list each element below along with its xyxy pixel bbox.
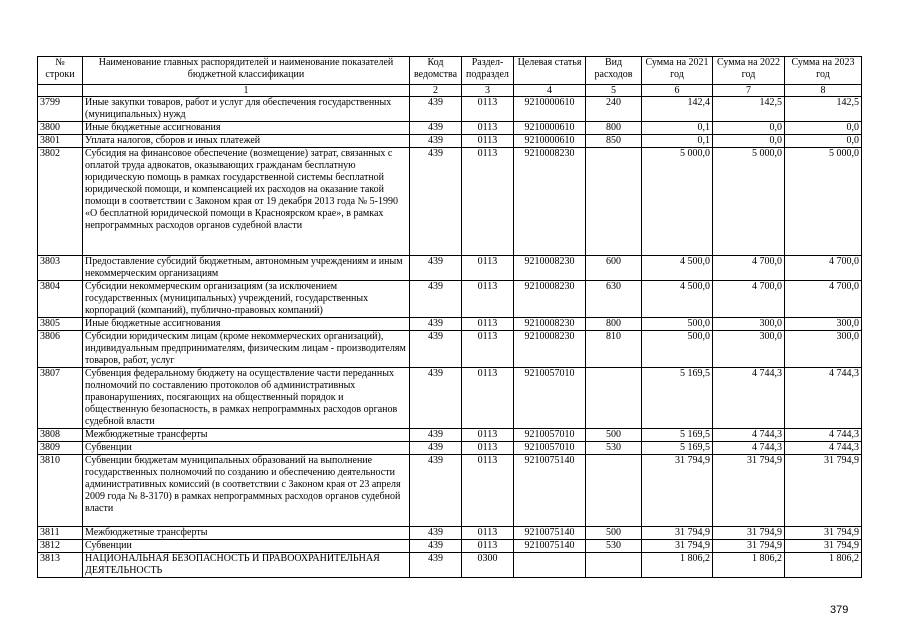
- table-row: [38, 429, 862, 442]
- row-dept-cell: 439: [410, 281, 462, 318]
- row-section-cell: 0113: [462, 368, 514, 429]
- row-sum-2023-cell: 5 000,0: [785, 148, 862, 256]
- row-sum-2022-cell: 31 794,9: [713, 455, 785, 527]
- row-sum-2022-cell: 300,0: [713, 318, 785, 331]
- row-dept-cell: 439: [410, 148, 462, 256]
- row-name-cell: Межбюджетные трансферты: [83, 429, 410, 442]
- row-number-cell: 3805: [38, 318, 83, 331]
- row-sum-2021-cell: 5 000,0: [642, 148, 713, 256]
- row-section-cell: 0113: [462, 429, 514, 442]
- row-section-cell: 0113: [462, 135, 514, 148]
- row-sum-2022-cell: 5 000,0: [713, 148, 785, 256]
- row-sum-2021-cell: 31 794,9: [642, 527, 713, 540]
- row-dept-cell: 439: [410, 442, 462, 455]
- row-sum-2021-cell: 31 794,9: [642, 540, 713, 553]
- row-sum-2023-cell: 4 744,3: [785, 442, 862, 455]
- row-target-cell: 9210008230: [514, 281, 586, 318]
- row-sum-2021-cell: 4 500,0: [642, 281, 713, 318]
- table-body: [38, 97, 862, 578]
- row-section-cell: 0113: [462, 331, 514, 368]
- row-kind-cell: [586, 455, 642, 527]
- column-index-cell: 6: [642, 85, 713, 97]
- row-kind-cell: 240: [586, 97, 642, 122]
- column-index-row: [38, 85, 862, 97]
- header-dept: Код ведомства: [410, 57, 462, 85]
- row-kind-cell: 810: [586, 331, 642, 368]
- row-number-cell: 3808: [38, 429, 83, 442]
- row-sum-2022-cell: 4 700,0: [713, 281, 785, 318]
- header-kind: Вид расходов: [586, 57, 642, 85]
- row-name-cell: Предоставление субсидий бюджетным, автономным учреждениям и иным некоммерческим организациям: [83, 256, 410, 281]
- row-sum-2022-cell: 142,5: [713, 97, 785, 122]
- row-sum-2023-cell: 300,0: [785, 331, 862, 368]
- table-row: [38, 256, 862, 281]
- row-sum-2021-cell: 5 169,5: [642, 442, 713, 455]
- row-section-cell: 0113: [462, 97, 514, 122]
- table-row: [38, 442, 862, 455]
- row-target-cell: 9210075140: [514, 455, 586, 527]
- row-sum-2021-cell: 5 169,5: [642, 368, 713, 429]
- table-row: [38, 527, 862, 540]
- row-dept-cell: 439: [410, 429, 462, 442]
- row-sum-2022-cell: 4 744,3: [713, 442, 785, 455]
- column-index-cell: 1: [83, 85, 410, 97]
- row-sum-2021-cell: 31 794,9: [642, 455, 713, 527]
- row-name-cell: Субсидии некоммерческим организациям (за исключением государственных (муниципальных) учреждений, государственных корпораций (компаний), публично-правовых компаний): [83, 281, 410, 318]
- header-section: Раздел-подраздел: [462, 57, 514, 85]
- row-kind-cell: [586, 553, 642, 578]
- table-row: [38, 331, 862, 368]
- table-row: [38, 553, 862, 578]
- row-sum-2022-cell: 4 744,3: [713, 429, 785, 442]
- row-name-cell: Субвенции: [83, 442, 410, 455]
- column-index-cell: 7: [713, 85, 785, 97]
- header-sum-2023: Сумма на 2023 год: [785, 57, 862, 85]
- row-sum-2022-cell: 31 794,9: [713, 527, 785, 540]
- row-dept-cell: 439: [410, 527, 462, 540]
- row-dept-cell: 439: [410, 256, 462, 281]
- row-sum-2022-cell: 300,0: [713, 331, 785, 368]
- header-sum-2022: Сумма на 2022 год: [713, 57, 785, 85]
- column-index-cell: 3: [462, 85, 514, 97]
- row-sum-2023-cell: 1 806,2: [785, 553, 862, 578]
- row-sum-2021-cell: 500,0: [642, 318, 713, 331]
- row-section-cell: 0113: [462, 281, 514, 318]
- row-sum-2023-cell: 142,5: [785, 97, 862, 122]
- table-row: [38, 281, 862, 318]
- row-kind-cell: 530: [586, 540, 642, 553]
- row-sum-2021-cell: 500,0: [642, 331, 713, 368]
- row-target-cell: 9210075140: [514, 540, 586, 553]
- row-number-cell: 3812: [38, 540, 83, 553]
- budget-table: [37, 56, 862, 578]
- row-section-cell: 0113: [462, 527, 514, 540]
- row-name-cell: Уплата налогов, сборов и иных платежей: [83, 135, 410, 148]
- row-section-cell: 0113: [462, 122, 514, 135]
- row-sum-2023-cell: 4 744,3: [785, 368, 862, 429]
- row-section-cell: 0113: [462, 318, 514, 331]
- row-target-cell: 9210000610: [514, 135, 586, 148]
- row-sum-2021-cell: 0,1: [642, 135, 713, 148]
- row-sum-2021-cell: 0,1: [642, 122, 713, 135]
- row-section-cell: 0113: [462, 148, 514, 256]
- row-sum-2023-cell: 0,0: [785, 135, 862, 148]
- row-sum-2023-cell: 4 700,0: [785, 256, 862, 281]
- row-number-cell: 3810: [38, 455, 83, 527]
- row-dept-cell: 439: [410, 540, 462, 553]
- row-number-cell: 3803: [38, 256, 83, 281]
- column-index-cell: 2: [410, 85, 462, 97]
- table-row: [38, 135, 862, 148]
- row-name-cell: НАЦИОНАЛЬНАЯ БЕЗОПАСНОСТЬ И ПРАВООХРАНИТЕЛЬНАЯ ДЕЯТЕЛЬНОСТЬ: [83, 553, 410, 578]
- row-dept-cell: 439: [410, 318, 462, 331]
- row-kind-cell: 850: [586, 135, 642, 148]
- row-number-cell: 3811: [38, 527, 83, 540]
- row-sum-2022-cell: 31 794,9: [713, 540, 785, 553]
- row-target-cell: 9210075140: [514, 527, 586, 540]
- row-name-cell: Субвенция федеральному бюджету на осуществление части переданных полномочий по составлению протоколов об административных правонарушениях, посягающих на общественный порядок и общественную безопасность, в рамках непрограммных расходов органов судебной власти: [83, 368, 410, 429]
- header-sum-2021: Сумма на 2021 год: [642, 57, 713, 85]
- row-number-cell: 3813: [38, 553, 83, 578]
- row-kind-cell: 800: [586, 122, 642, 135]
- column-index-cell: 8: [785, 85, 862, 97]
- row-sum-2023-cell: 31 794,9: [785, 455, 862, 527]
- row-sum-2022-cell: 1 806,2: [713, 553, 785, 578]
- header-row-no: № строки: [38, 57, 83, 85]
- row-kind-cell: 530: [586, 442, 642, 455]
- row-dept-cell: 439: [410, 331, 462, 368]
- row-target-cell: 9210057010: [514, 368, 586, 429]
- row-number-cell: 3802: [38, 148, 83, 256]
- row-target-cell: 9210000610: [514, 97, 586, 122]
- row-kind-cell: 600: [586, 256, 642, 281]
- row-sum-2022-cell: 0,0: [713, 135, 785, 148]
- row-section-cell: 0113: [462, 442, 514, 455]
- header-name: Наименование главных распорядителей и наименование показателей бюджетной классификации: [83, 57, 410, 85]
- row-sum-2021-cell: 4 500,0: [642, 256, 713, 281]
- row-sum-2023-cell: 31 794,9: [785, 540, 862, 553]
- table-row: [38, 122, 862, 135]
- row-name-cell: Иные бюджетные ассигнования: [83, 318, 410, 331]
- row-kind-cell: 630: [586, 281, 642, 318]
- row-kind-cell: [586, 148, 642, 256]
- row-target-cell: 9210008230: [514, 256, 586, 281]
- column-index-cell: 5: [586, 85, 642, 97]
- row-target-cell: 9210057010: [514, 442, 586, 455]
- row-name-cell: Субсидия на финансовое обеспечение (возмещение) затрат, связанных с оплатой труда адвокатов, оказывающих гражданам бесплатную юридическую помощь в рамках государственной системы бесплатной юридической помощи, и компенсацией их расходов на оказание такой помощи в соответствии с Законом края от 19 декабря 2013 года № 5-1990 «О бесплатной юридической помощи в Красноярском крае», в рамках непрограммных расходов органов судебной власти: [83, 148, 410, 256]
- row-number-cell: 3799: [38, 97, 83, 122]
- row-name-cell: Иные бюджетные ассигнования: [83, 122, 410, 135]
- row-sum-2023-cell: 300,0: [785, 318, 862, 331]
- row-number-cell: 3800: [38, 122, 83, 135]
- row-kind-cell: 500: [586, 527, 642, 540]
- row-dept-cell: 439: [410, 553, 462, 578]
- row-dept-cell: 439: [410, 135, 462, 148]
- row-sum-2022-cell: 0,0: [713, 122, 785, 135]
- row-dept-cell: 439: [410, 455, 462, 527]
- row-name-cell: Иные закупки товаров, работ и услуг для обеспечения государственных (муниципальных) нужд: [83, 97, 410, 122]
- row-dept-cell: 439: [410, 97, 462, 122]
- table-row: [38, 318, 862, 331]
- row-target-cell: [514, 553, 586, 578]
- row-kind-cell: [586, 368, 642, 429]
- row-sum-2022-cell: 4 700,0: [713, 256, 785, 281]
- header-target: Целевая статья: [514, 57, 586, 85]
- table-row: [38, 148, 862, 256]
- row-number-cell: 3809: [38, 442, 83, 455]
- row-kind-cell: 500: [586, 429, 642, 442]
- table-row: [38, 455, 862, 527]
- row-sum-2021-cell: 5 169,5: [642, 429, 713, 442]
- table-row: [38, 540, 862, 553]
- row-sum-2021-cell: 1 806,2: [642, 553, 713, 578]
- row-name-cell: Субвенции бюджетам муниципальных образований на выполнение государственных полномочий по созданию и обеспечению деятельности административных комиссий (в соответствии с Законом края от 23 апреля 2009 года № 8-3170) в рамках непрограммных расходов органов судебной власти: [83, 455, 410, 527]
- row-name-cell: Субсидии юридическим лицам (кроме некоммерческих организаций), индивидуальным предпринимателям, физическим лицам - производителям товаров, работ, услуг: [83, 331, 410, 368]
- row-number-cell: 3806: [38, 331, 83, 368]
- row-sum-2021-cell: 142,4: [642, 97, 713, 122]
- table-row: [38, 97, 862, 122]
- row-target-cell: 9210008230: [514, 331, 586, 368]
- row-target-cell: 9210008230: [514, 318, 586, 331]
- row-target-cell: 9210000610: [514, 122, 586, 135]
- column-index-cell: [38, 85, 83, 97]
- row-name-cell: Субвенции: [83, 540, 410, 553]
- row-sum-2023-cell: 4 744,3: [785, 429, 862, 442]
- row-sum-2023-cell: 0,0: [785, 122, 862, 135]
- row-target-cell: 9210008230: [514, 148, 586, 256]
- column-index-cell: 4: [514, 85, 586, 97]
- row-sum-2022-cell: 4 744,3: [713, 368, 785, 429]
- row-section-cell: 0113: [462, 455, 514, 527]
- row-section-cell: 0113: [462, 256, 514, 281]
- row-number-cell: 3804: [38, 281, 83, 318]
- row-name-cell: Межбюджетные трансферты: [83, 527, 410, 540]
- table-row: [38, 368, 862, 429]
- row-section-cell: 0113: [462, 540, 514, 553]
- row-sum-2023-cell: 4 700,0: [785, 281, 862, 318]
- row-dept-cell: 439: [410, 122, 462, 135]
- row-section-cell: 0300: [462, 553, 514, 578]
- row-number-cell: 3801: [38, 135, 83, 148]
- row-dept-cell: 439: [410, 368, 462, 429]
- page-number: 379: [830, 604, 849, 616]
- row-number-cell: 3807: [38, 368, 83, 429]
- row-target-cell: 9210057010: [514, 429, 586, 442]
- row-kind-cell: 800: [586, 318, 642, 331]
- row-sum-2023-cell: 31 794,9: [785, 527, 862, 540]
- header-row: [38, 57, 862, 85]
